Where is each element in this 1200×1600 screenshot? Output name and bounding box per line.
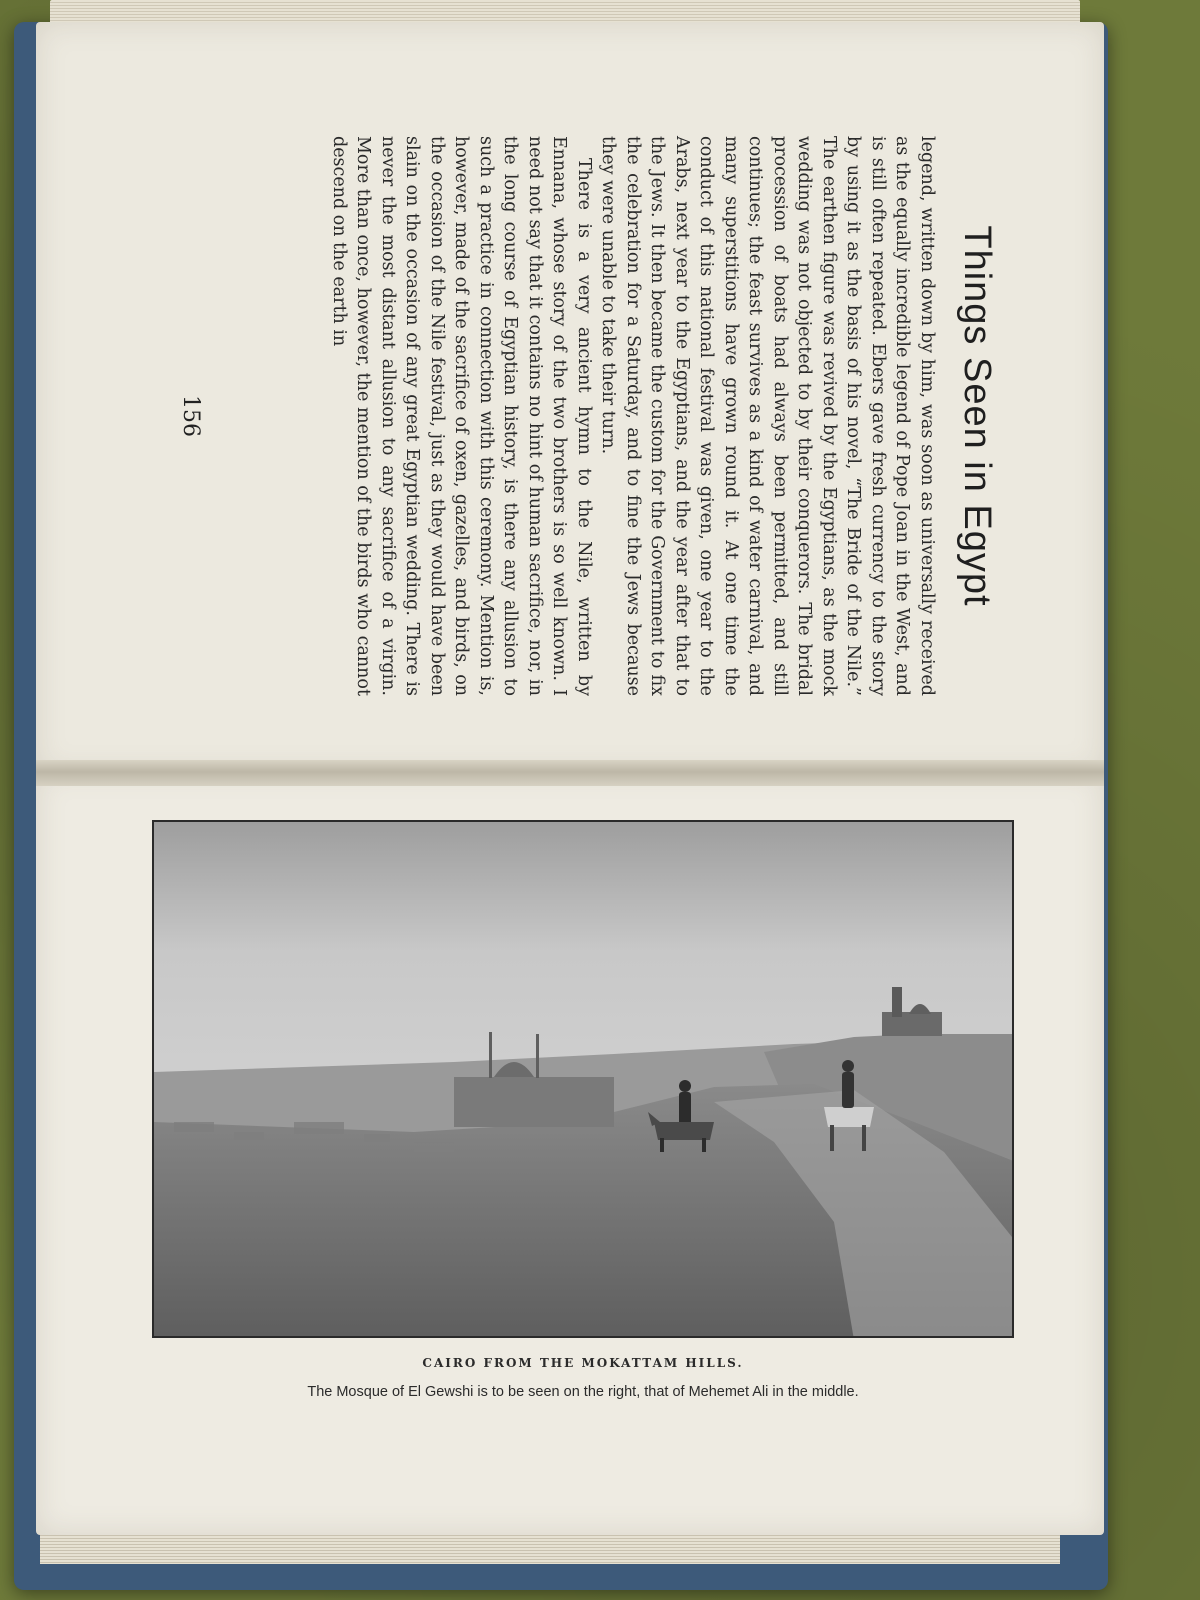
- cairo-landscape-illustration: [154, 822, 1014, 1338]
- running-head: Things Seen in Egypt: [956, 225, 998, 607]
- paragraph: legend, written down by him, was soon as universally received as the equally incredible legend of Pope Joan in the West, and is still often repeated. Ebers gave fresh currency to the story by using it as the basis of his novel, “The Bride of the Nile.” The earthen figure was revived by the Egyptians, as the mock wedding was not objected to by their conquerors. The bridal procession of boats had always been permitted, and still continues; the feast survives as a kind of water carnival, and many superstitions have grown round it. At one time the conduct of this national festival was given, one year to the Arabs, next year to the Egyptians, and the year after that to the Jews. It then became the custom for the Government to fix the celebration for a Saturday, and to fine the Jews because they were unable to take their turn.: [598, 136, 937, 696]
- book-gutter: [36, 760, 1104, 786]
- plate-caption: The Mosque of El Gewshi is to be seen on the right, that of Mehemet Ali in the middle.: [307, 1384, 859, 1400]
- rotated-text-block: [178, 136, 998, 696]
- body-text: [327, 136, 940, 696]
- page-number: 156: [178, 395, 203, 437]
- page-edges-bottom: [40, 1530, 1060, 1564]
- plate-title: CAIRO FROM THE MOKATTAM HILLS.: [422, 1356, 744, 1370]
- plate-photograph: [152, 820, 1014, 1338]
- paragraph: There is a very ancient hymn to the Nile, written by Ennana, whose story of the two brothers is so well known. I need not say that it contains no hint of human sacrifice, nor, in the long course of Egyptian history, is there any allusion to such a practice in connection with this ceremony. Mention is, however, made of the sacrifice of oxen, gazelles, and birds, on the occasion of the Nile festival, just as they would have been slain on the occasion of any great Egyptian wedding. There is never the most distant allusion to any sacrifice of a virgin. More than once, however, the mention of the birds who cannot descend on the earth in: [329, 136, 594, 696]
